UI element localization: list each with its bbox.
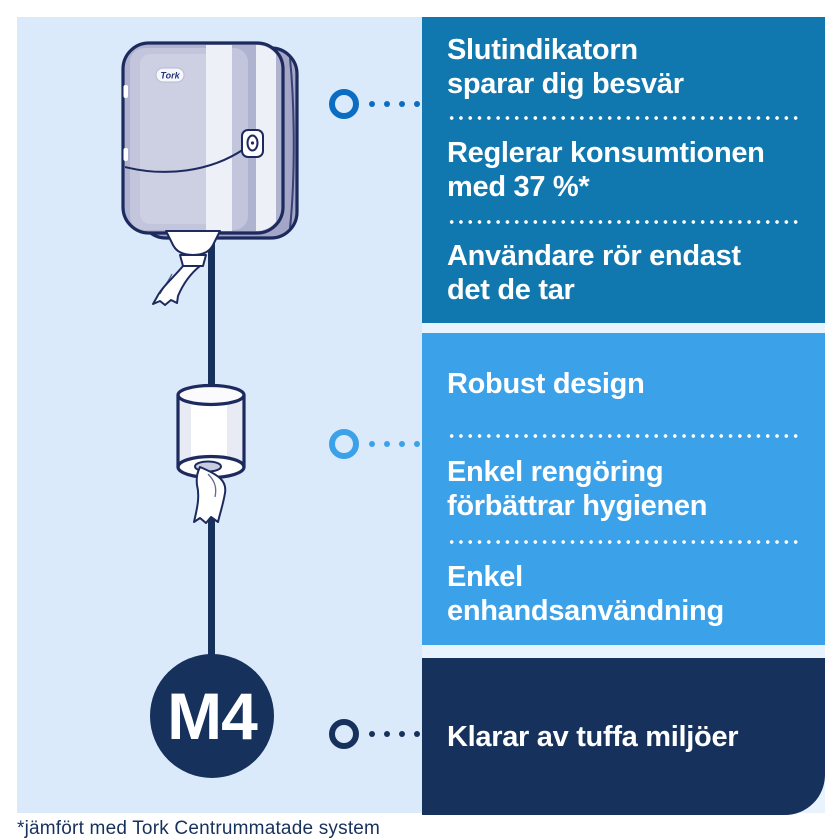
leader-dots: [369, 101, 429, 107]
benefit-text: Reglerar konsumtionen: [447, 136, 765, 169]
benefit-text: enhandsanvändning: [447, 595, 724, 628]
connector-1: [329, 89, 429, 119]
benefit-panel-dispenser: [422, 17, 825, 323]
benefit-text: Robust design: [447, 367, 645, 400]
ring-icon: [329, 719, 359, 749]
paper-roll-illustration: [170, 380, 255, 530]
benefit-item: [422, 120, 825, 219]
benefit-text: med 37 %*: [447, 170, 590, 203]
ring-icon: [329, 429, 359, 459]
hanging-towel: [153, 266, 200, 305]
benefit-text: Klarar av tuffa miljöer: [447, 720, 739, 753]
benefit-text: Slutindikatorn: [447, 33, 638, 66]
benefit-panel-design: [422, 333, 825, 645]
footnote: *jämfört med Tork Centrummatade system: [17, 818, 381, 839]
benefit-panel-durability: [422, 658, 825, 815]
m4-badge-label: M4: [167, 679, 257, 753]
benefit-text: det de tar: [447, 274, 575, 307]
connector-3: [329, 719, 429, 749]
benefit-text: Enkel rengöring: [447, 455, 664, 488]
benefit-text: sparar dig besvär: [447, 67, 684, 100]
m4-system-badge: [150, 654, 274, 778]
benefit-item: [422, 438, 825, 539]
dispenser-stripe: [206, 45, 232, 231]
dispenser-illustration: [110, 30, 310, 310]
tork-logo-text: Tork: [160, 70, 180, 81]
roll-top: [178, 386, 244, 405]
leader-dots: [369, 441, 429, 447]
benefit-item: [422, 17, 825, 116]
benefit-text: förbättrar hygienen: [447, 489, 708, 522]
leader-dots: [369, 731, 429, 737]
connector-2: [329, 429, 429, 459]
benefit-text: Enkel: [447, 561, 523, 594]
dispenser-nozzle: [166, 231, 220, 255]
ring-icon: [329, 89, 359, 119]
benefit-item: [422, 544, 825, 645]
benefit-item: [422, 333, 825, 434]
benefit-item: [422, 224, 825, 323]
benefit-text: Användare rör endast: [447, 240, 741, 273]
benefit-item: [422, 658, 825, 815]
